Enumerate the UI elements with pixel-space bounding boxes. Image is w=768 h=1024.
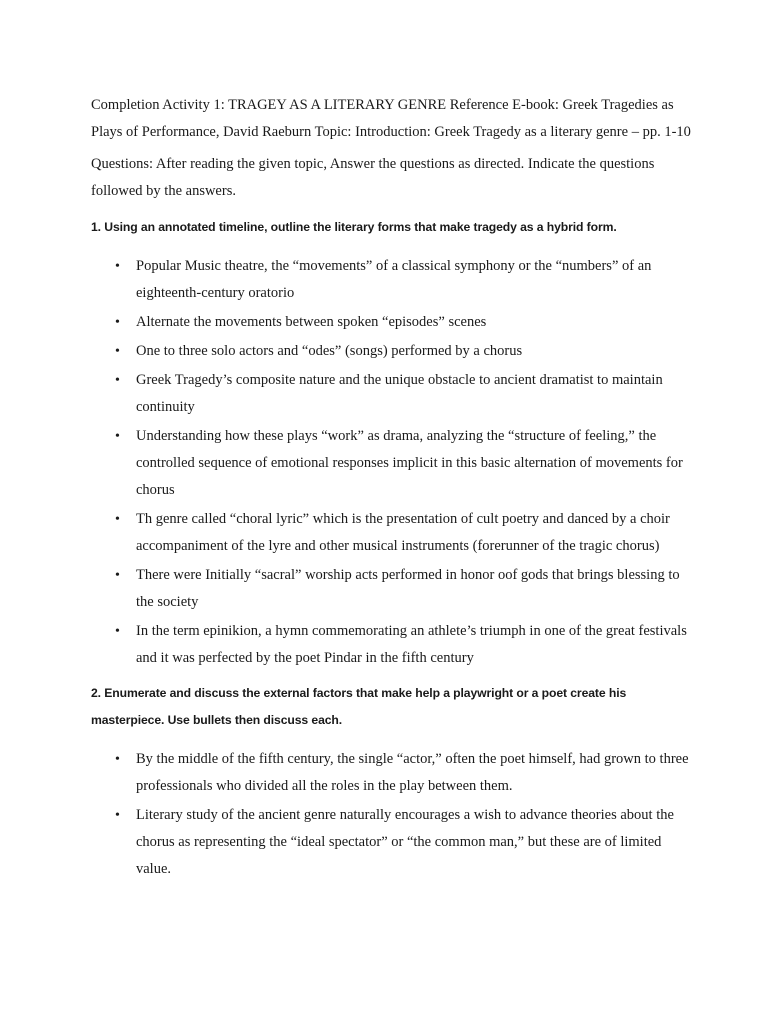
bullet-icon: • — [115, 568, 120, 583]
list-item — [91, 746, 691, 800]
list-item-text: Th genre called “choral lyric” which is the presentation of cult poetry and danced by a choir accompaniment of the lyre and other musical instruments (forerunner of the tragic chorus) — [136, 511, 670, 554]
list-item-text: Alternate the movements between spoken “episodes” scenes — [136, 314, 487, 330]
activity-intro: Completion Activity 1: TRAGEY AS A LITERARY GENRE Reference E-book: Greek Tragedies as Plays of Performance, David Raeburn Topic: Introduction: Greek Tragedy as a literary genre – pp. 1-10 — [91, 97, 691, 140]
list-item-text: There were Initially “sacral” worship acts performed in honor oof gods that brings blessing to the society — [136, 567, 680, 610]
list-item — [91, 309, 691, 336]
list-item — [91, 802, 691, 883]
bullet-icon: • — [115, 624, 120, 639]
list-item — [91, 253, 691, 307]
question-2-heading: 2. Enumerate and discuss the external factors that make help a playwright or a poet create his masterpiece. Use bullets then discuss each. — [91, 686, 627, 727]
list-item-text: By the middle of the fifth century, the single “actor,” often the poet himself, had grown to three professionals who divided all the roles in the play between them. — [136, 751, 689, 794]
bullet-icon: • — [115, 259, 120, 274]
bullet-icon: • — [115, 315, 120, 330]
list-item-text: Literary study of the ancient genre naturally encourages a wish to advance theories about the chorus as representing the “ideal spectator” or “the common man,” but these are of limited value. — [136, 807, 674, 877]
document-page — [91, 92, 691, 885]
bullet-icon: • — [115, 373, 120, 388]
list-item — [91, 338, 691, 365]
list-item — [91, 618, 691, 672]
list-item — [91, 367, 691, 421]
list-item-text: Popular Music theatre, the “movements” of a classical symphony or the “numbers” of an eighteenth-century oratorio — [136, 258, 652, 301]
bullet-icon: • — [115, 344, 120, 359]
list-item-text: In the term epinikion, a hymn commemorating an athlete’s triumph in one of the great festivals and it was perfected by the poet Pindar in the fifth century — [136, 623, 687, 666]
question-1-answer-list — [91, 253, 691, 672]
list-item — [91, 562, 691, 616]
list-item-text: Greek Tragedy’s composite nature and the unique obstacle to ancient dramatist to maintain continuity — [136, 372, 663, 415]
question-1-heading: 1. Using an annotated timeline, outline the literary forms that make tragedy as a hybrid form. — [91, 220, 617, 234]
bullet-icon: • — [115, 808, 120, 823]
list-item-text: One to three solo actors and “odes” (songs) performed by a chorus — [136, 343, 523, 359]
bullet-icon: • — [115, 429, 120, 444]
bullet-icon: • — [115, 512, 120, 527]
list-item — [91, 506, 691, 560]
list-item-text: Understanding how these plays “work” as drama, analyzing the “structure of feeling,” the controlled sequence of emotional responses implicit in this basic alternation of movements for chorus — [136, 428, 683, 498]
question-instructions: Questions: After reading the given topic, Answer the questions as directed. Indicate the questions followed by the answers. — [91, 156, 655, 199]
bullet-icon: • — [115, 752, 120, 767]
question-2-answer-list — [91, 746, 691, 883]
list-item — [91, 423, 691, 504]
